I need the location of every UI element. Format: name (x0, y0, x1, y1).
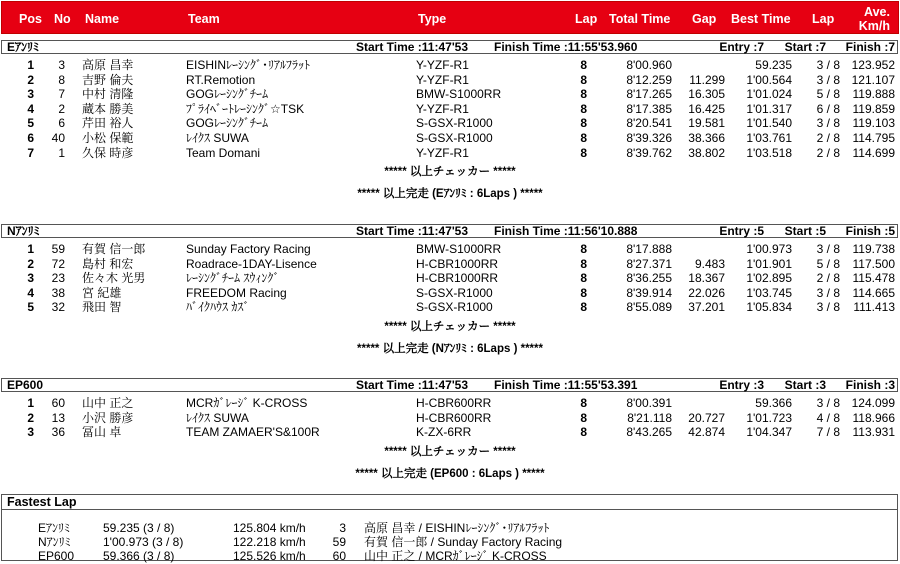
cell-best-time: 1'03.518 (746, 145, 792, 160)
fl-no: 59 (332, 535, 346, 549)
fl-speed: 125.804 km/h (233, 521, 306, 535)
col-lap: Lap (575, 12, 598, 26)
fastest-lap-row (0, 549, 900, 564)
cell-name: 芹田 裕人 (82, 116, 134, 131)
fastest-lap-row (0, 535, 900, 550)
fl-rider-team: 山中 正之 / MCRｶﾞﾚｰｼﾞ K-CROSS (364, 549, 547, 563)
cell-lap: 8 (580, 271, 587, 286)
cell-total-time: 8'39.326 (626, 131, 672, 145)
class-header-bar (1, 378, 898, 392)
cell-best-lap: 3 / 8 (816, 300, 840, 315)
cell-team: EISHINﾚｰｼﾝｸﾞ･ﾘｱﾙﾌﾗｯﾄ (186, 58, 311, 72)
class-name: Nｱﾝﾘﾐ (7, 224, 40, 238)
cell-team: TEAM ZAMAER'S&100R (186, 425, 320, 440)
cell-best-lap: 5 / 8 (816, 256, 840, 271)
cell-type: S-GSX-R1000 (416, 131, 493, 145)
cell-total-time: 8'17.888 (626, 242, 672, 256)
cell-total-time: 8'17.385 (626, 101, 672, 116)
cell-type: H-CBR1000RR (416, 256, 499, 271)
finish-count: Finish :3 (845, 378, 895, 392)
cell-name: 山中 正之 (82, 396, 134, 410)
result-row (0, 58, 900, 73)
cell-team: MCRｶﾞﾚｰｼﾞ K-CROSS (186, 396, 308, 410)
result-row (0, 116, 900, 131)
cell-total-time: 8'00.391 (626, 396, 672, 410)
cell-ave: 119.103 (852, 116, 895, 131)
cell-best-time: 1'01.317 (746, 101, 792, 116)
cell-pos: 5 (27, 300, 34, 315)
cell-pos: 3 (27, 271, 34, 286)
col-best-lap: Lap (812, 12, 835, 26)
cell-pos: 2 (27, 410, 34, 425)
start-count: Start :5 (784, 224, 826, 238)
cell-team: ﾚｲｸｽ SUWA (186, 410, 249, 425)
cell-best-lap: 2 / 8 (816, 145, 840, 160)
cell-lap: 8 (580, 145, 587, 160)
class-name: Eｱﾝﾘﾐ (7, 40, 40, 54)
cell-name: 小沢 勝彦 (82, 410, 134, 425)
result-row (0, 242, 900, 257)
cell-gap: 37.201 (688, 300, 725, 315)
cell-team: FREEDOM Racing (186, 285, 287, 300)
cell-lap: 8 (580, 101, 587, 116)
cell-type: Y-YZF-R1 (416, 101, 469, 116)
cell-best-time: 1'05.834 (746, 300, 792, 315)
col-total-time: Total Time (609, 12, 671, 26)
cell-best-lap: 2 / 8 (816, 271, 840, 286)
cell-pos: 1 (27, 396, 34, 410)
cell-best-time: 59.366 (755, 396, 792, 410)
fl-no: 3 (339, 521, 346, 535)
cell-pos: 4 (27, 101, 34, 116)
results-header (1, 1, 899, 34)
cell-no: 38 (51, 285, 65, 300)
entry-count: Entry :5 (719, 224, 764, 238)
cell-type: Y-YZF-R1 (416, 58, 469, 72)
cell-no: 13 (51, 410, 65, 425)
cell-best-time: 1'00.973 (746, 242, 792, 256)
cell-type: S-GSX-R1000 (416, 300, 493, 315)
cell-name: 久保 時彦 (82, 145, 134, 160)
cell-best-lap: 6 / 8 (816, 101, 840, 116)
cell-ave: 111.413 (853, 300, 895, 315)
cell-lap: 8 (580, 410, 587, 425)
cell-best-lap: 4 / 8 (816, 410, 840, 425)
cell-best-time: 1'01.723 (746, 410, 792, 425)
col-pos: Pos (19, 12, 42, 26)
cell-no: 6 (58, 116, 65, 131)
checker-text: ***** 以上チェッカー ***** (384, 445, 516, 458)
start-time: Start Time :11:47'53 (356, 224, 469, 238)
cell-lap: 8 (580, 116, 587, 131)
cell-team: ﾚｲｸｽ SUWA (186, 131, 249, 145)
cell-type: H-CBR1000RR (416, 271, 499, 286)
result-row (0, 286, 900, 301)
cell-total-time: 8'36.255 (626, 271, 672, 286)
cell-total-time: 8'21.118 (627, 410, 672, 425)
cell-no: 23 (51, 271, 65, 286)
cell-ave: 117.500 (852, 256, 895, 271)
cell-ave: 123.952 (851, 58, 895, 72)
checker-text: ***** 以上チェッカー ***** (384, 166, 516, 179)
cell-best-lap: 7 / 8 (816, 425, 840, 440)
cell-lap: 8 (580, 87, 587, 102)
col-team: Team (188, 12, 220, 26)
cell-pos: 2 (27, 72, 34, 87)
cell-lap: 8 (580, 58, 587, 72)
cell-ave: 113.931 (852, 425, 895, 440)
cell-total-time: 8'12.259 (626, 72, 672, 87)
cell-ave: 121.107 (851, 72, 895, 87)
cell-best-lap: 2 / 8 (816, 131, 840, 145)
cell-gap: 20.727 (688, 410, 725, 425)
cell-team: GOGﾚｰｼﾝｸﾞﾁｰﾑ (186, 87, 269, 102)
cell-type: S-GSX-R1000 (416, 285, 493, 300)
cell-gap: 19.581 (688, 116, 725, 131)
fl-time: 1'00.973 (3 / 8) (103, 535, 184, 549)
cell-pos: 7 (27, 145, 34, 160)
cell-name: 吉野 倫夫 (82, 72, 134, 87)
cell-best-time: 59.235 (755, 58, 792, 72)
fl-no: 60 (332, 549, 346, 563)
cell-type: S-GSX-R1000 (416, 116, 493, 131)
cell-lap: 8 (580, 242, 587, 256)
cell-name: 小松 保範 (82, 131, 134, 145)
cell-best-lap: 3 / 8 (816, 242, 840, 256)
cell-gap: 9.483 (694, 256, 725, 271)
cell-pos: 3 (27, 425, 34, 440)
cell-no: 40 (51, 131, 65, 145)
cell-team: RT.Remotion (186, 72, 256, 87)
cell-name: 高原 昌幸 (82, 58, 134, 72)
fastest-lap-title: Fastest Lap (1, 494, 898, 510)
class-header-bar (1, 224, 898, 238)
cell-ave: 114.665 (852, 285, 895, 300)
fl-class: Eｱﾝﾘﾐ (38, 521, 71, 535)
cell-lap: 8 (580, 300, 587, 315)
cell-pos: 5 (27, 116, 34, 131)
result-row (0, 411, 900, 426)
finish-time: Finish Time :11:56'10.888 (494, 224, 638, 238)
cell-best-lap: 3 / 8 (816, 116, 840, 131)
fl-class: Nｱﾝﾘﾐ (38, 535, 71, 549)
cell-no: 59 (51, 242, 65, 256)
cell-lap: 8 (580, 396, 587, 410)
fl-rider-team: 高原 昌幸 / EISHINﾚｰｼﾝｸﾞ･ﾘｱﾙﾌﾗｯﾄ (364, 521, 550, 535)
class-name: EP600 (7, 378, 44, 392)
cell-ave: 124.099 (851, 396, 895, 410)
cell-name: 冨山 卓 (82, 425, 122, 440)
cell-ave: 119.888 (852, 87, 895, 102)
cell-best-time: 1'01.024 (746, 87, 792, 102)
cell-ave: 114.795 (852, 131, 895, 145)
cell-pos: 4 (27, 285, 34, 300)
cell-name: 中村 清隆 (82, 87, 134, 102)
cell-total-time: 8'20.541 (626, 116, 672, 131)
cell-no: 8 (58, 72, 65, 87)
fl-time: 59.235 (3 / 8) (103, 521, 175, 535)
col-ave: Ave. Km/h (858, 5, 890, 33)
cell-best-lap: 3 / 8 (816, 58, 840, 72)
cell-no: 2 (58, 101, 65, 116)
cell-best-time: 1'03.745 (746, 285, 792, 300)
cell-type: BMW-S1000RR (416, 242, 502, 256)
col-name: Name (85, 12, 120, 26)
fastest-lap-row (0, 521, 900, 536)
cell-total-time: 8'27.371 (626, 256, 672, 271)
cell-name: 蔵本 勝美 (82, 101, 134, 116)
cell-gap: 16.305 (688, 87, 725, 102)
cell-pos: 6 (27, 131, 34, 145)
cell-team: GOGﾚｰｼﾝｸﾞﾁｰﾑ (186, 116, 269, 131)
cell-team: ﾌﾟﾗｲﾍﾞｰﾄﾚｰｼﾝｸﾞ☆TSK (186, 101, 305, 116)
result-row (0, 73, 900, 88)
cell-total-time: 8'39.762 (626, 145, 672, 160)
cell-gap: 22.026 (688, 285, 725, 300)
cell-lap: 8 (580, 131, 587, 145)
cell-type: BMW-S1000RR (416, 87, 502, 102)
cell-lap: 8 (580, 425, 587, 440)
fl-rider-team: 有賀 信一郎 / Sunday Factory Racing (364, 535, 563, 549)
cell-gap: 16.425 (688, 101, 725, 116)
cell-type: Y-YZF-R1 (416, 145, 469, 160)
cell-best-time: 1'00.564 (746, 72, 792, 87)
cell-total-time: 8'00.960 (626, 58, 672, 72)
cell-team: Roadrace-1DAY-Lisence (186, 256, 317, 271)
complete-text: ***** 以上完走 (EP600 : 6Laps ) ***** (355, 467, 545, 480)
cell-total-time: 8'43.265 (626, 425, 672, 440)
result-row (0, 102, 900, 117)
start-time: Start Time :11:47'53 (356, 40, 469, 54)
cell-team: Team Domani (186, 145, 261, 160)
cell-best-lap: 5 / 8 (816, 87, 840, 102)
finish-time: Finish Time :11:55'53.391 (494, 378, 638, 392)
entry-count: Entry :3 (719, 378, 764, 392)
cell-best-lap: 3 / 8 (816, 72, 840, 87)
cell-best-time: 1'02.895 (746, 271, 792, 286)
cell-ave: 119.738 (852, 242, 895, 256)
cell-name: 飛田 智 (82, 300, 122, 315)
cell-team: ﾚｰｼﾝｸﾞﾁｰﾑ ｽｳｨﾝｸﾞ (186, 271, 280, 286)
entry-count: Entry :7 (719, 40, 764, 54)
cell-no: 3 (58, 58, 65, 72)
cell-lap: 8 (580, 256, 587, 271)
cell-type: K-ZX-6RR (416, 425, 472, 440)
cell-total-time: 8'17.265 (626, 87, 672, 102)
cell-name: 宮 紀雄 (82, 285, 122, 300)
cell-pos: 3 (27, 87, 34, 102)
result-row (0, 87, 900, 102)
result-row (0, 146, 900, 161)
result-row (0, 300, 900, 315)
cell-best-time: 1'03.761 (746, 131, 792, 145)
start-count: Start :7 (784, 40, 826, 54)
cell-no: 32 (51, 300, 65, 315)
cell-gap: 18.367 (688, 271, 725, 286)
cell-no: 7 (58, 87, 65, 102)
cell-best-lap: 3 / 8 (816, 285, 840, 300)
start-time: Start Time :11:47'53 (356, 378, 469, 392)
cell-pos: 2 (27, 256, 34, 271)
cell-best-lap: 3 / 8 (816, 396, 840, 410)
cell-gap: 38.802 (688, 145, 725, 160)
result-row (0, 131, 900, 146)
cell-gap: 11.299 (689, 72, 725, 87)
cell-best-time: 1'04.347 (746, 425, 792, 440)
cell-name: 佐々木 光男 (82, 271, 146, 286)
finish-time: Finish Time :11:55'53.960 (494, 40, 638, 54)
fl-speed: 125.526 km/h (233, 549, 306, 563)
fl-speed: 122.218 km/h (233, 535, 306, 549)
cell-ave: 115.478 (852, 271, 895, 286)
cell-type: H-CBR600RR (416, 396, 492, 410)
cell-no: 1 (58, 145, 65, 160)
cell-name: 有賀 信一郎 (82, 242, 146, 256)
class-header-bar (1, 40, 898, 54)
cell-type: Y-YZF-R1 (416, 72, 469, 87)
result-row (0, 425, 900, 440)
cell-pos: 1 (27, 242, 34, 256)
cell-ave: 114.699 (852, 145, 895, 160)
cell-lap: 8 (580, 72, 587, 87)
finish-count: Finish :7 (845, 40, 895, 54)
cell-best-time: 1'01.901 (746, 256, 792, 271)
col-best-time: Best Time (731, 12, 791, 26)
cell-pos: 1 (27, 58, 34, 72)
cell-ave: 118.966 (852, 410, 895, 425)
cell-total-time: 8'55.089 (626, 300, 672, 315)
result-row (0, 271, 900, 286)
cell-lap: 8 (580, 285, 587, 300)
cell-no: 60 (51, 396, 65, 410)
cell-best-time: 1'01.540 (746, 116, 792, 131)
cell-team: ﾊﾞｲｸﾊｳｽ ｶｽﾞ (186, 300, 250, 315)
cell-ave: 119.859 (852, 101, 895, 116)
complete-text: ***** 以上完走 (Eｱﾝﾘﾐ : 6Laps ) ***** (357, 188, 543, 201)
cell-type: H-CBR600RR (416, 410, 492, 425)
cell-team: Sunday Factory Racing (186, 242, 311, 256)
cell-gap: 42.874 (688, 425, 725, 440)
cell-total-time: 8'39.914 (626, 285, 672, 300)
fl-class: EP600 (38, 549, 75, 563)
finish-count: Finish :5 (845, 224, 895, 238)
result-row (0, 257, 900, 272)
checker-text: ***** 以上チェッカー ***** (384, 321, 516, 333)
cell-gap: 38.366 (688, 131, 725, 145)
result-row (0, 396, 900, 411)
fl-time: 59.366 (3 / 8) (103, 549, 175, 563)
cell-no: 72 (51, 256, 65, 271)
start-count: Start :3 (784, 378, 826, 392)
col-no: No (54, 12, 71, 26)
col-type: Type (418, 12, 447, 26)
cell-name: 島村 和宏 (82, 256, 134, 271)
complete-text: ***** 以上完走 (Nｱﾝﾘﾐ : 6Laps ) ***** (357, 343, 543, 355)
cell-no: 36 (51, 425, 65, 440)
col-gap: Gap (692, 12, 717, 26)
